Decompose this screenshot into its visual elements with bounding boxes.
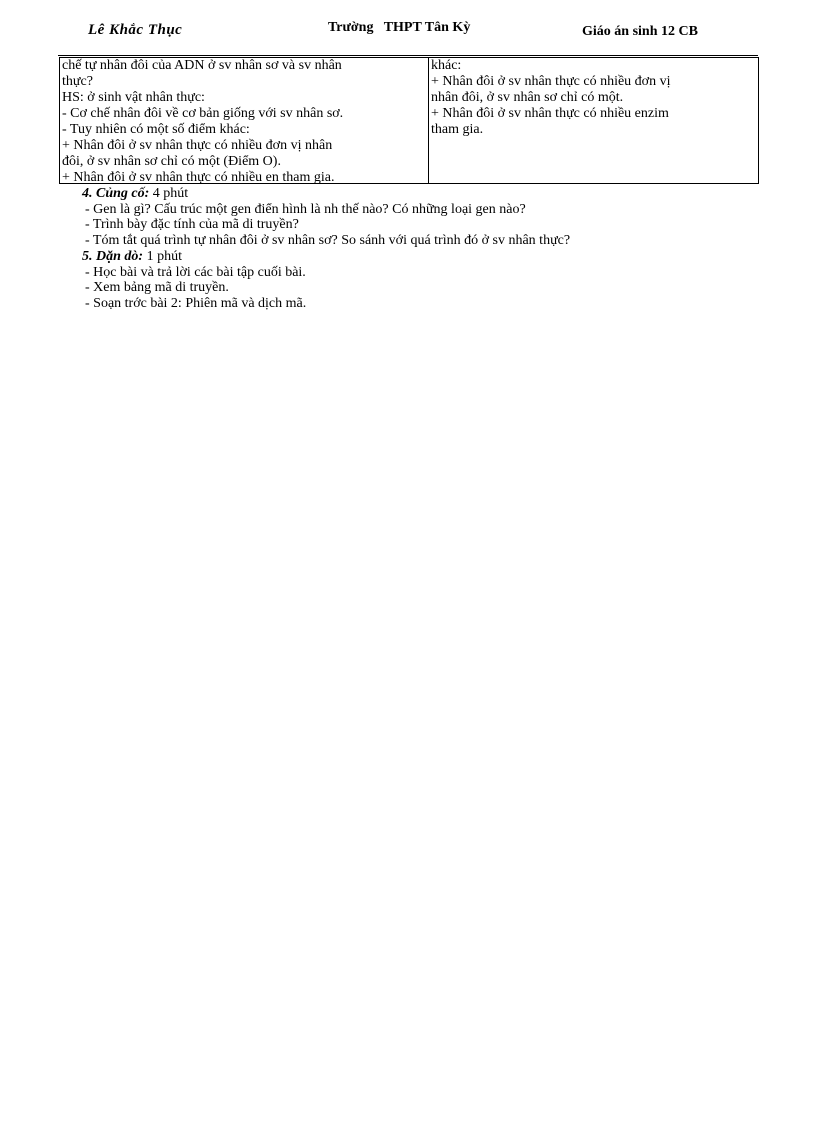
list-item: - Trình bày đặc tính của mã di truyền? — [85, 217, 299, 232]
consolidation-section — [82, 186, 570, 248]
table-cell-left — [60, 58, 429, 183]
list-item: - Xem bảng mã di truyền. — [85, 280, 229, 295]
lesson-table — [59, 57, 759, 184]
table-line: thực? — [62, 74, 93, 89]
table-line: - Cơ chế nhân đôi về cơ bản giống với sv nhân sơ. — [62, 106, 344, 121]
consolidation-duration: 4 phút — [149, 186, 189, 201]
list-item: - Gen là gì? Cấu trúc một gen điển hình là nh thế nào? Có những loại gen nào? — [85, 201, 526, 217]
school-name: Trường THPT Tân Kỳ — [328, 20, 471, 35]
table-line: tham gia. — [431, 122, 484, 137]
table-line: + Nhân đôi ở sv nhân thực có nhiều đơn vị nhân — [62, 138, 333, 153]
table-line: + Nhân đôi ở sv nhân thực có nhiều enzim — [431, 106, 669, 121]
author-name: Lê Khắc Thục — [88, 22, 183, 38]
table-line: đôi, ở sv nhân sơ chỉ có một (Điểm O). — [62, 154, 281, 169]
homework-duration: 1 phút — [143, 249, 182, 264]
table-line: + Nhân đôi ở sv nhân thực có nhiều en tham gia. — [62, 170, 335, 183]
list-item: - Tóm tắt quá trình tự nhân đôi ở sv nhân sơ? So sánh với quá trình đó ở sv nhân thực? — [85, 232, 571, 248]
section-heading — [82, 186, 570, 202]
header-rule — [58, 55, 758, 56]
table-cell-right — [429, 58, 758, 183]
consolidation-heading: 4. Củng cố: — [82, 186, 150, 201]
subject-title: Giáo án sinh 12 CB — [582, 24, 698, 39]
homework-section — [82, 249, 306, 311]
list-item: - Học bài và trả lời các bài tập cuối bài. — [85, 264, 306, 280]
table-line: - Tuy nhiên có một số điểm khác: — [62, 122, 250, 137]
homework-heading: 5. Dặn dò: — [82, 249, 144, 264]
table-line: + Nhân đôi ở sv nhân thực có nhiều đơn vị — [431, 74, 671, 89]
page-header — [58, 18, 758, 58]
table-line: chế tự nhân đôi của ADN ở sv nhân sơ và sv nhân — [62, 58, 342, 73]
table-line: khác: — [431, 58, 462, 73]
section-heading — [82, 249, 306, 265]
table-line: nhân đôi, ở sv nhân sơ chỉ có một. — [431, 90, 624, 105]
list-item: - Soạn trớc bài 2: Phiên mã và dịch mã. — [85, 295, 307, 311]
table-line: HS: ở sinh vật nhân thực: — [62, 90, 205, 105]
